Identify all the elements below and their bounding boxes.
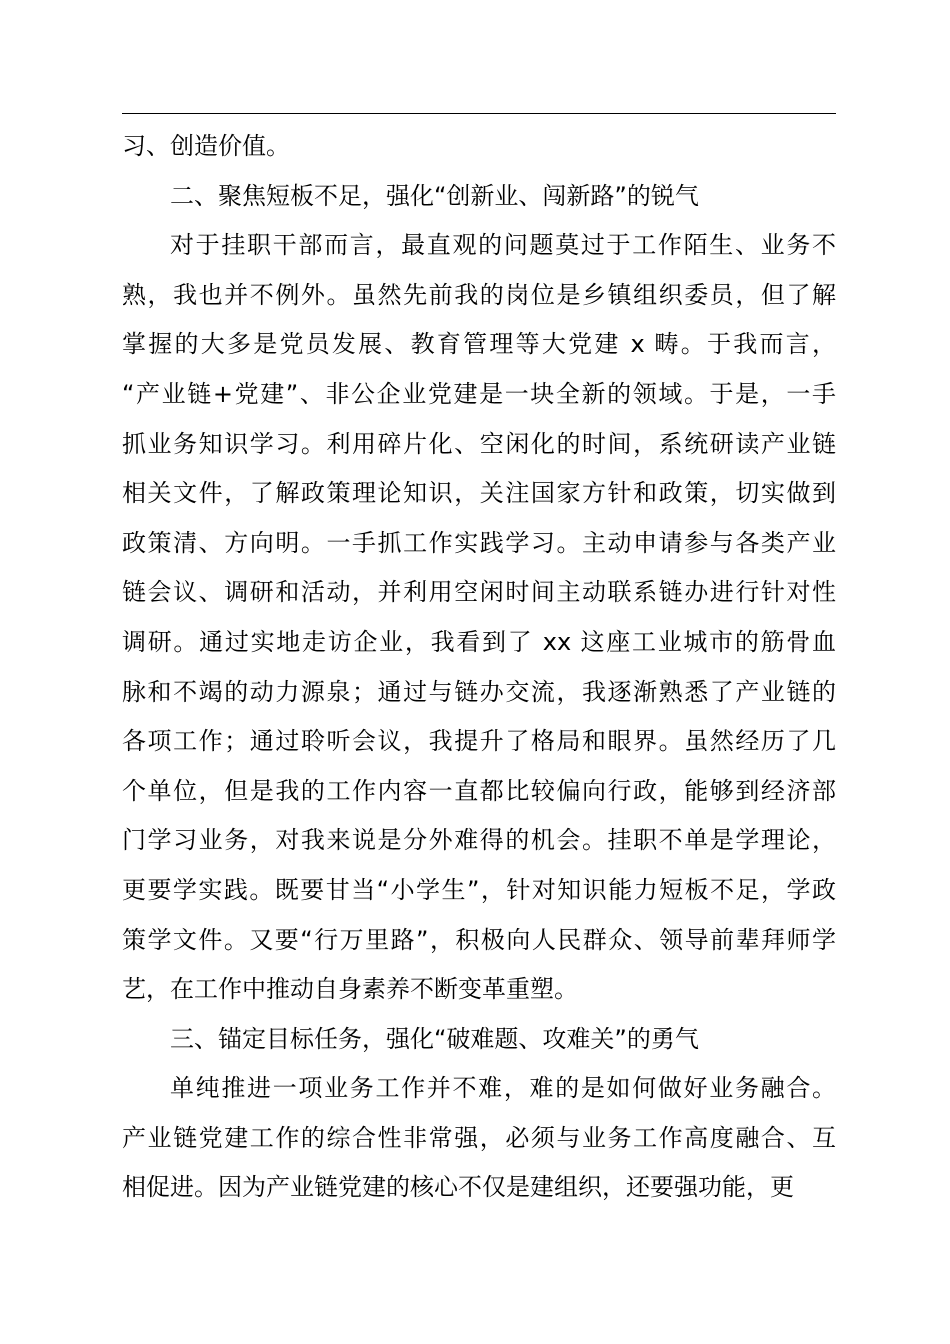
text-line: 二、聚焦短板不足，强化“创新业、闯新路”的锐气 xyxy=(170,181,699,210)
text-line: 相关文件，了解政策理论知识，关注国家方针和政策，切实做到 xyxy=(122,479,836,508)
text-line: 政策清、方向明。一手抓工作实践学习。主动申请参与各类产业 xyxy=(122,528,836,557)
text-line: 抓业务知识学习。利用碎片化、空闲化的时间，系统研读产业链 xyxy=(122,429,836,458)
text-line: 单纯推进一项业务工作并不难，难的是如何做好业务融合。 xyxy=(170,1074,836,1103)
section-heading xyxy=(122,172,836,222)
text-line: 脉和不竭的动力源泉；通过与链办交流，我逐渐熟悉了产业链的 xyxy=(122,677,836,706)
text-line: 链会议、调研和活动，并利用空闲时间主动联系链办进行针对性 xyxy=(122,578,836,607)
text-line: 对于挂职干部而言，最直观的问题莫过于工作陌生、业务不 xyxy=(170,231,836,260)
text-line: 更要学实践。既要甘当“小学生”，针对知识能力短板不足，学政 xyxy=(122,875,836,904)
text-line: 产业链党建工作的综合性非常强，必须与业务工作高度融合、互 xyxy=(122,1123,836,1152)
text-line: 各项工作；通过聆听会议，我提升了格局和眼界。虽然经历了几 xyxy=(122,727,836,756)
text-line: 相促进。因为产业链党建的核心不仅是建组织，还要强功能，更 xyxy=(122,1173,794,1202)
text-line: 三、锚定目标任务，强化“破难题、攻难关”的勇气 xyxy=(170,1024,699,1053)
text-line: 艺，在工作中推动自身素养不断变革重塑。 xyxy=(122,975,578,1004)
text-line: 门学习业务，对我来说是分外难得的机会。挂职不单是学理论， xyxy=(122,826,836,855)
paragraph xyxy=(122,122,836,172)
text-line: 熟，我也并不例外。虽然先前我的岗位是乡镇组织委员，但了解 xyxy=(122,280,836,309)
text-line: 调研。通过实地走访企业，我看到了 xx 这座工业城市的筋骨血 xyxy=(122,627,836,656)
text-line: “产业链+党建”、非公企业党建是一块全新的领域。于是，一手 xyxy=(122,379,836,408)
text-line: 个单位，但是我的工作内容一直都比较偏向行政，能够到经济部 xyxy=(122,776,836,805)
text-line: 策学文件。又要“行万里路”，积极向人民群众、领导前辈拜师学 xyxy=(122,925,836,954)
paragraph xyxy=(122,221,836,1015)
text-line: 习、创造价值。 xyxy=(122,132,290,160)
document-body xyxy=(122,122,836,1213)
text-line: 掌握的大多是党员发展、教育管理等大党建 x 畴。于我而言， xyxy=(122,330,836,359)
header-rule xyxy=(122,113,836,114)
section-heading xyxy=(122,1015,836,1065)
paragraph xyxy=(122,1064,836,1213)
